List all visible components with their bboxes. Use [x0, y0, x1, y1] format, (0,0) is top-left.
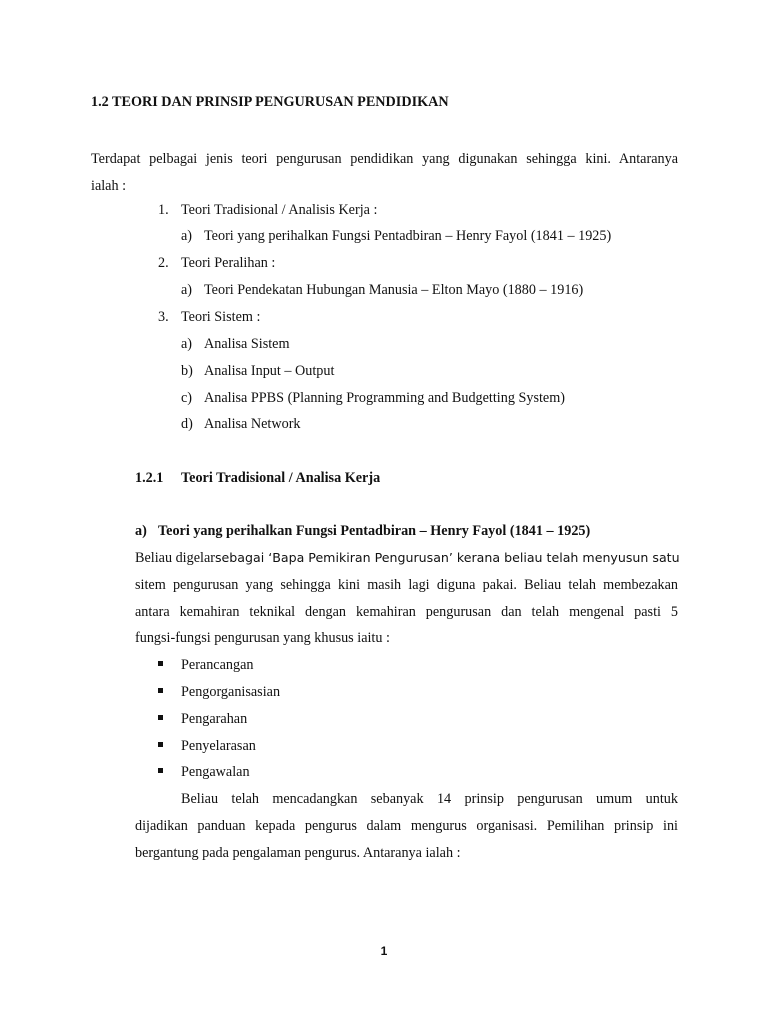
- sub-item-letter: d): [181, 416, 193, 432]
- sub-item-text: Teori yang perihalkan Fungsi Pentadbiran – Henry Fayol (1841 – 1925): [204, 228, 612, 244]
- paragraph-1-line-3: antara kemahiran teknikal dengan kemahiran pengurusan dan telah mengenal pasti 5: [135, 604, 678, 620]
- sub-item-letter: b): [181, 363, 193, 379]
- paragraph-2-line-3: bergantung pada pengalaman pengurus. Antaranya ialah :: [135, 845, 461, 861]
- bullet-icon: [158, 742, 163, 747]
- paragraph-1-line-1-rest: sebagai ‘Bapa Pemikiran Pengurusan’ kerana beliau telah menyusun satu: [214, 550, 680, 565]
- sub-item-letter: a): [181, 228, 193, 244]
- sub-item-letter: c): [181, 390, 193, 406]
- list-item-label: Teori Tradisional / Analisis Kerja :: [181, 202, 378, 218]
- paragraph-1-line-1: [135, 549, 678, 567]
- subsection-title: Teori Tradisional / Analisa Kerja: [181, 470, 381, 486]
- list-item: Perancangan: [181, 657, 254, 673]
- section-title: 1.2 TEORI DAN PRINSIP PENGURUSAN PENDIDIKAN: [91, 94, 449, 110]
- bullet-icon: [158, 688, 163, 693]
- sub-item-text: Teori Pendekatan Hubungan Manusia – Elton Mayo (1880 – 1916): [204, 282, 584, 298]
- sub-item-text: Analisa Sistem: [204, 336, 290, 352]
- paragraph-2-line-2: dijadikan panduan kepada pengurus dalam mengurus organisasi. Pemilihan prinsip ini: [135, 818, 678, 834]
- sub-item-text: Analisa PPBS (Planning Programming and Budgetting System): [204, 390, 565, 406]
- intro-line-2: ialah :: [91, 178, 127, 194]
- paragraph-1-line-4: fungsi-fungsi pengurusan yang khusus iaitu :: [135, 630, 390, 646]
- list-item-label: Teori Peralihan :: [181, 255, 276, 271]
- sub-item-letter: a): [181, 282, 193, 298]
- subheading-letter: a): [135, 523, 147, 539]
- bullet-icon: [158, 768, 163, 773]
- list-item: Penyelarasan: [181, 738, 256, 754]
- paragraph-2-line-1: Beliau telah mencadangkan sebanyak 14 prinsip pengurusan umum untuk: [181, 791, 678, 807]
- subsection-number: 1.2.1: [135, 470, 164, 486]
- bullet-icon: [158, 661, 163, 666]
- subheading-title: Teori yang perihalkan Fungsi Pentadbiran – Henry Fayol (1841 – 1925): [158, 523, 591, 539]
- bullet-icon: [158, 715, 163, 720]
- list-number: 3.: [158, 309, 169, 325]
- intro-line-1: Terdapat pelbagai jenis teori pengurusan pendidikan yang digunakan sehingga kini. Antaranya: [91, 151, 678, 167]
- sub-item-text: Analisa Network: [204, 416, 301, 432]
- list-number: 1.: [158, 202, 169, 218]
- paragraph-1-line-1-start: Beliau digelar: [135, 550, 215, 566]
- list-item-label: Teori Sistem :: [181, 309, 261, 325]
- sub-item-letter: a): [181, 336, 193, 352]
- list-item: Pengorganisasian: [181, 684, 281, 700]
- list-item: Pengarahan: [181, 711, 248, 727]
- list-item: Pengawalan: [181, 764, 250, 780]
- list-number: 2.: [158, 255, 169, 271]
- page-number: 1: [380, 944, 388, 958]
- sub-item-text: Analisa Input – Output: [204, 363, 335, 379]
- paragraph-1-line-2: sitem pengurusan yang sehingga kini masih lagi diguna pakai. Beliau telah membezakan: [135, 577, 678, 593]
